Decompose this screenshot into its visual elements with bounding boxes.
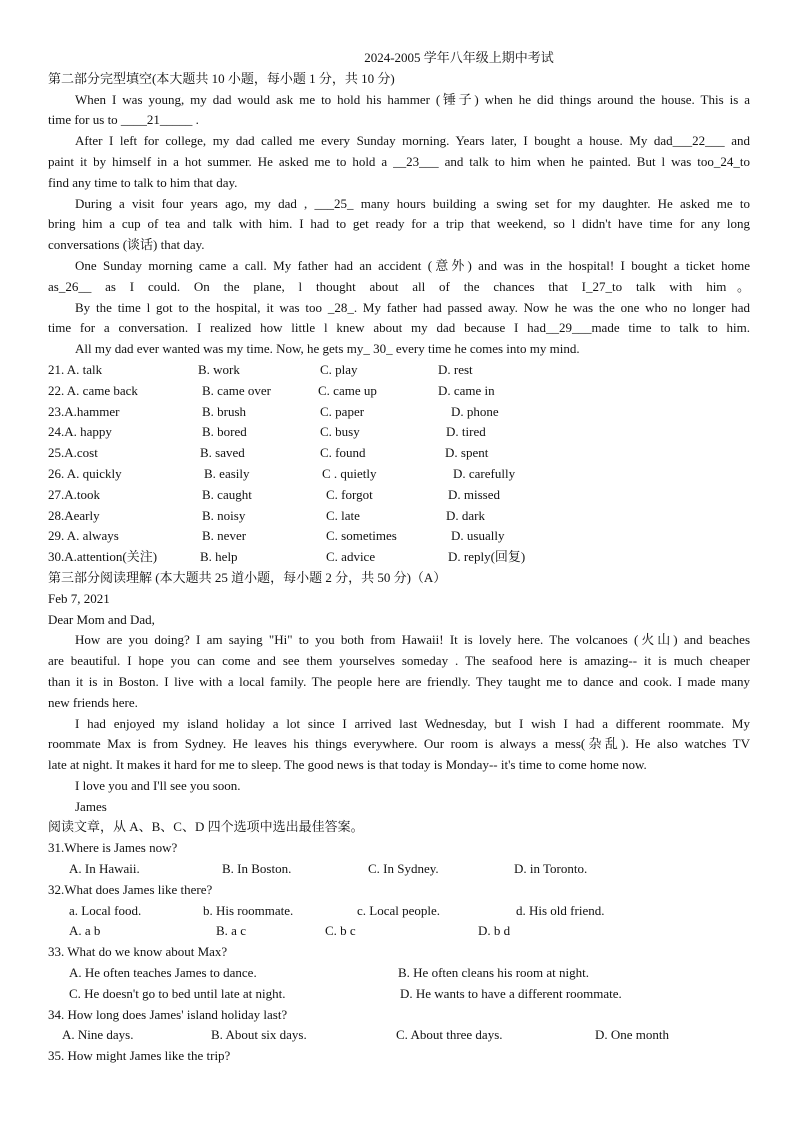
option-row bbox=[48, 422, 750, 443]
q34-option-c: C. About three days. bbox=[396, 1027, 503, 1043]
option-a: 28.Aearly bbox=[48, 507, 100, 523]
cloze-line: One Sunday morning came a call. My father had an accident (意外) and was in the hospital! I bought a ticket home bbox=[75, 257, 750, 273]
option-a: 25.A.cost bbox=[48, 445, 98, 461]
option-b: B. noisy bbox=[202, 507, 246, 523]
cloze-line: By the time l got to the hospital, it was too _28_. My father had passed away. Now he was the one who no longer had bbox=[75, 299, 750, 315]
letter-greeting: Dear Mom and Dad, bbox=[48, 611, 155, 627]
q32-item-c: c. Local people. bbox=[357, 902, 441, 918]
option-b: B. came over bbox=[202, 382, 271, 398]
q32-options bbox=[48, 921, 750, 942]
option-d: D. phone bbox=[451, 403, 499, 419]
option-c: C. play bbox=[320, 361, 358, 377]
cloze-line: find any time to talk to him that day. bbox=[48, 174, 238, 190]
question-34: 34. How long does James' island holiday last? bbox=[48, 1006, 288, 1022]
letter-line: new friends here. bbox=[48, 694, 138, 710]
option-d: D. tired bbox=[446, 424, 486, 440]
q32-items bbox=[48, 901, 750, 922]
option-b: B. saved bbox=[200, 445, 245, 461]
option-d: D. usually bbox=[451, 528, 505, 544]
option-d: D. rest bbox=[438, 361, 473, 377]
q31-option-c: C. In Sydney. bbox=[368, 861, 439, 877]
option-b: B. never bbox=[202, 528, 247, 544]
q34-option-b: B. About six days. bbox=[211, 1027, 307, 1043]
option-row bbox=[48, 360, 750, 381]
cloze-line: time for a conversation. I realized how little l knew about my dad because I had__29___made time to talk to him. bbox=[48, 320, 750, 336]
q33-options-1 bbox=[48, 963, 750, 984]
cloze-line: When I was young, my dad would ask me to hold his hammer (锤子) when he did things around the house. This is a bbox=[75, 91, 750, 107]
option-a: 23.A.hammer bbox=[48, 403, 120, 419]
option-row bbox=[48, 526, 750, 547]
q32-option-c: C. b c bbox=[325, 923, 356, 939]
q33-option-c: C. He doesn't go to bed until late at night. bbox=[69, 985, 286, 1001]
q31-option-d: D. in Toronto. bbox=[514, 861, 588, 877]
option-b: B. bored bbox=[202, 424, 247, 440]
option-a: 22. A. came back bbox=[48, 382, 138, 398]
letter-line: How are you doing? I am saying "Hi" to you both from Hawaii! It is lovely here. The volcanoes (火山) and beaches bbox=[75, 632, 750, 648]
option-row bbox=[48, 381, 750, 402]
option-a: 21. A. talk bbox=[48, 361, 103, 377]
letter-line: roommate Max is from Sydney. He leaves his things everywhere. Our room is always a mess(杂乱). He also watches TV bbox=[48, 736, 750, 752]
letter-signature: James bbox=[75, 798, 107, 814]
option-d: D. reply(回复) bbox=[448, 549, 526, 565]
cloze-line: All my dad ever wanted was my time. Now, he gets my_ 30_ every time he comes into my mind. bbox=[75, 341, 580, 357]
option-b: B. easily bbox=[204, 465, 250, 481]
q33-option-a: A. He often teaches James to dance. bbox=[69, 965, 257, 981]
option-row bbox=[48, 464, 750, 485]
option-row bbox=[48, 402, 750, 423]
q32-option-b: B. a c bbox=[216, 923, 246, 939]
option-c: C. forgot bbox=[326, 486, 373, 502]
cloze-line: After I left for college, my dad called me every Sunday morning. Years later, I bought a house. My dad___22___ and bbox=[75, 133, 750, 149]
option-row bbox=[48, 485, 750, 506]
option-c: C. came up bbox=[318, 382, 377, 398]
cloze-line: paint it by himself in a hot summer. He asked me to hold a __23___ and talk to him when he painted. But l was too_24_to bbox=[48, 153, 750, 169]
cloze-line: bring him a cup of tea and talk with him. I had to get ready for a trip that weekend, so l didn't have time for any long bbox=[48, 216, 750, 232]
option-b: B. caught bbox=[202, 486, 252, 502]
option-d: D. missed bbox=[448, 486, 500, 502]
q32-item-d: d. His old friend. bbox=[516, 902, 605, 918]
q32-item-a: a. Local food. bbox=[69, 902, 142, 918]
option-c: C. paper bbox=[320, 403, 365, 419]
option-b: B. work bbox=[198, 361, 240, 377]
option-a: 26. A. quickly bbox=[48, 465, 122, 481]
option-c: C. found bbox=[320, 445, 366, 461]
option-row bbox=[48, 547, 750, 568]
q31-option-b: B. In Boston. bbox=[222, 861, 292, 877]
question-33: 33. What do we know about Max? bbox=[48, 944, 228, 960]
q31-options bbox=[48, 859, 750, 880]
question-32: 32.What does James like there? bbox=[48, 881, 213, 897]
exam-title: 2024-2005 学年八年级上期中考试 bbox=[364, 50, 554, 65]
cloze-line: time for us to ____21_____ . bbox=[48, 112, 199, 128]
q33-option-b: B. He often cleans his room at night. bbox=[398, 965, 589, 981]
option-c: C. advice bbox=[326, 549, 376, 565]
letter-date: Feb 7, 2021 bbox=[48, 590, 110, 606]
reading-instruction: 阅读文章，从 A、B、C、D 四个选项中选出最佳答案。 bbox=[48, 819, 364, 835]
letter-line: than it is in Boston. I live with a local family. The people here are friendly. They taught me to dance and cook. I made many bbox=[48, 673, 750, 689]
question-31: 31.Where is James now? bbox=[48, 840, 178, 856]
option-a: 29. A. always bbox=[48, 528, 119, 544]
q34-options bbox=[48, 1025, 750, 1046]
q33-option-d: D. He wants to have a different roommate. bbox=[400, 985, 622, 1001]
option-c: C. sometimes bbox=[326, 528, 397, 544]
option-b: B. brush bbox=[202, 403, 247, 419]
q34-option-a: A. Nine days. bbox=[62, 1027, 134, 1043]
q33-options-2 bbox=[48, 984, 750, 1005]
option-row bbox=[48, 443, 750, 464]
cloze-line: as_26__ as I could. On the plane, l thought about all of the chances that I_27_to talk with him。 bbox=[48, 278, 750, 294]
option-a: 27.A.took bbox=[48, 486, 100, 502]
cloze-line: conversations (谈话) that day. bbox=[48, 237, 205, 253]
cloze-heading: 第二部分完型填空(本大题共 10 小题，每小题 1 分，共 10 分) bbox=[48, 70, 395, 86]
letter-line: late at night. It makes it hard for me to sleep. The good news is that today is Monday-- it's time to come home now. bbox=[48, 757, 647, 773]
q32-option-a: A. a b bbox=[69, 923, 101, 939]
q31-option-a: A. In Hawaii. bbox=[69, 861, 140, 877]
letter-line: I love you and I'll see you soon. bbox=[75, 777, 241, 793]
option-d: D. dark bbox=[446, 507, 485, 523]
letter-line: are beautiful. I hope you can come and see them yourselves someday . The seafood here is amazing-- it is much cheaper bbox=[48, 653, 750, 669]
question-35: 35. How might James like the trip? bbox=[48, 1048, 231, 1064]
exam-page bbox=[48, 48, 750, 1067]
option-d: D. spent bbox=[445, 445, 489, 461]
option-a: 24.A. happy bbox=[48, 424, 112, 440]
reading-heading: 第三部分阅读理解 (本大题共 25 道小题，每小题 2 分，共 50 分)（A） bbox=[48, 569, 447, 585]
option-c: C. busy bbox=[320, 424, 360, 440]
option-d: D. carefully bbox=[453, 465, 516, 481]
option-a: 30.A.attention(关注) bbox=[48, 549, 158, 565]
q32-option-d: D. b d bbox=[478, 923, 511, 939]
option-d: D. came in bbox=[438, 382, 495, 398]
option-c: C . quietly bbox=[322, 465, 377, 481]
q34-option-d: D. One month bbox=[595, 1027, 670, 1043]
q32-item-b: b. His roommate. bbox=[203, 902, 294, 918]
cloze-line: During a visit four years ago, my dad , ___25_ many hours building a swing set for my daughter. He asked me to bbox=[75, 195, 750, 211]
letter-line: I had enjoyed my island holiday a lot since I arrived last Wednesday, but I wish I had a different roommate. My bbox=[75, 715, 750, 731]
option-row bbox=[48, 506, 750, 527]
option-c: C. late bbox=[326, 507, 360, 523]
option-b: B. help bbox=[200, 549, 238, 565]
